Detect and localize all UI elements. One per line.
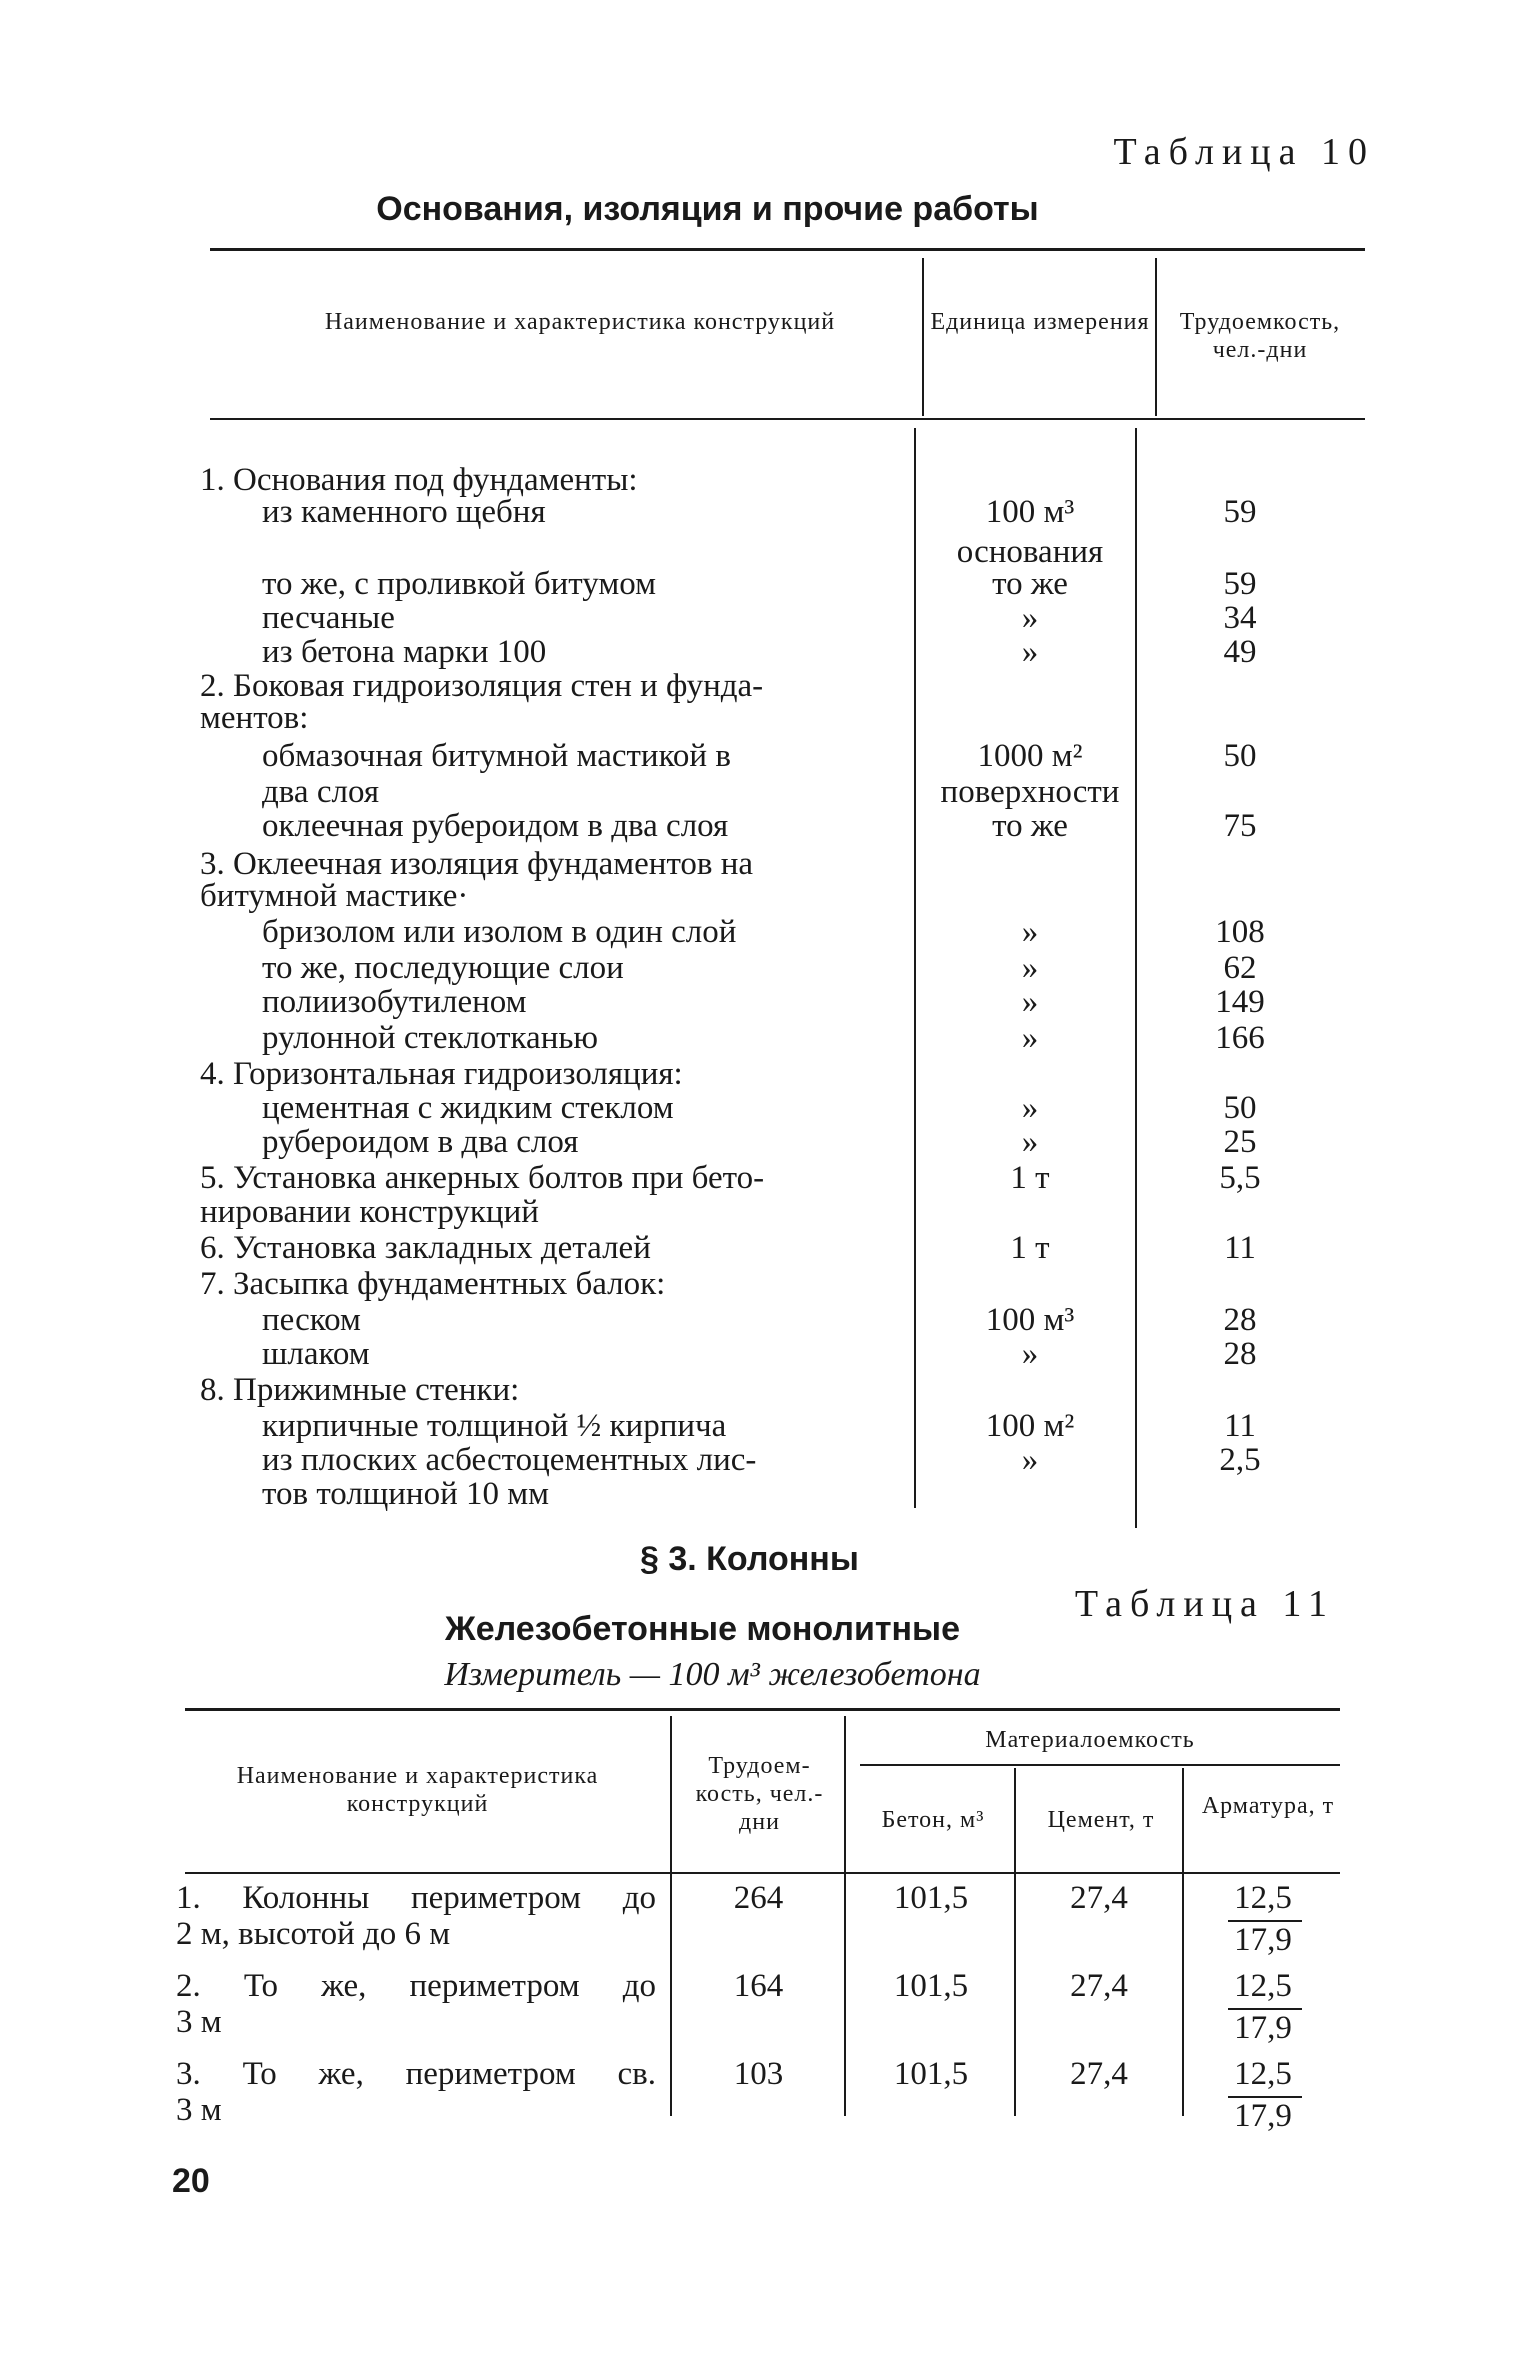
table-10-row-20-unit: 1 т	[1010, 1160, 1050, 1196]
table-11-materials-rule	[860, 1764, 1340, 1766]
table-10-row-15-labor: 149	[1215, 984, 1265, 1020]
table-11-row-2-cement: 27,4	[1070, 2056, 1128, 2092]
table-10-row-9-unit: поверхности	[940, 774, 1120, 810]
table-10-row-18-unit: »	[1021, 1090, 1039, 1126]
table-11-row-2-name-1: 3. То же, периметром св.	[176, 2056, 656, 2092]
table-10-row-10-name: оклеечная рубероидом в два слоя	[262, 808, 729, 844]
table-10-row-20-labor: 5,5	[1219, 1160, 1261, 1196]
table-11-row-0-rebar-top: 12,5	[1234, 1880, 1292, 1916]
table-11-row-0-cement: 27,4	[1070, 1880, 1128, 1916]
table-10-row-2-unit: основания	[956, 534, 1104, 570]
table-10-row-3-labor: 59	[1223, 566, 1257, 602]
table-10-row-1-labor: 59	[1223, 494, 1257, 530]
table-11-divider-2	[844, 1716, 846, 2116]
table-11-label: Таблица 11	[1074, 1583, 1335, 1625]
table-11-row-1-rebar-top: 12,5	[1234, 1968, 1292, 2004]
table-10-row-27-name: кирпичные толщиной ½ кирпича	[262, 1408, 727, 1444]
table-10-row-5-unit: »	[1021, 634, 1039, 670]
table-10-row-14-unit: »	[1021, 950, 1039, 986]
table-11-row-1-name-2: 3 м	[176, 2004, 222, 2040]
table-11-header-concrete: Бетон, м³	[881, 1807, 985, 1833]
table-11-header-rule	[185, 1872, 1340, 1874]
table-10-row-16-labor: 166	[1215, 1020, 1265, 1056]
table-10-row-22-labor: 11	[1224, 1230, 1256, 1266]
table-10-row-27-unit: 100 м²	[985, 1408, 1075, 1444]
table-11-header-materials: Материалоемкость	[985, 1727, 1195, 1753]
table-10-row-21-name: нировании конструкций	[200, 1194, 539, 1230]
table-10-row-4-unit: »	[1021, 600, 1039, 636]
table-11-row-1-name-1: 2. То же, периметром до	[176, 1968, 656, 2004]
table-10-row-1-unit: 100 м³	[985, 494, 1075, 530]
table-10-row-4-labor: 34	[1223, 600, 1257, 636]
table-10-row-27-labor: 11	[1224, 1408, 1256, 1444]
table-10-row-25-labor: 28	[1223, 1336, 1257, 1372]
table-10-row-15-unit: »	[1021, 984, 1039, 1020]
table-10-header-unit: Единица измерения	[930, 309, 1150, 335]
table-11-row-1-cement: 27,4	[1070, 1968, 1128, 2004]
table-10-row-6-name: 2. Боковая гидроизоляция стен и фунда-	[200, 668, 764, 704]
table-10-row-12-name: битумной мастике·	[200, 878, 469, 914]
table-11-subtitle: Измеритель — 100 м³ железобетона	[444, 1656, 981, 1693]
table-11-header-name: Наименование и характеристика конструкций	[236, 1763, 599, 1817]
table-10-row-16-name: рулонной стеклотканью	[262, 1020, 599, 1056]
table-10-row-5-labor: 49	[1223, 634, 1257, 670]
table-11-row-2-labor: 103	[733, 2056, 784, 2092]
table-11-divider-1	[670, 1716, 672, 2116]
table-10-row-20-name: 5. Установка анкерных болтов при бето-	[200, 1160, 765, 1196]
table-10-row-11-name: 3. Оклеечная изоляция фундаментов на	[200, 846, 754, 882]
table-11-row-2-name-2: 3 м	[176, 2092, 222, 2128]
table-10-row-8-unit: 1000 м²	[977, 738, 1083, 774]
table-10-row-16-unit: »	[1021, 1020, 1039, 1056]
table-10-header-divider-2	[1155, 258, 1157, 416]
table-10-row-18-labor: 50	[1223, 1090, 1257, 1126]
table-11-header-rebar: Арматура, т	[1201, 1793, 1335, 1819]
table-10-row-22-name: 6. Установка закладных деталей	[200, 1230, 651, 1266]
table-11-divider-4	[1182, 1768, 1184, 2116]
table-11-title: Железобетонные монолитные	[445, 1610, 960, 1648]
table-10-row-24-name: песком	[262, 1302, 361, 1338]
table-11-row-2-rebar-top: 12,5	[1234, 2056, 1292, 2092]
table-11-header-cement: Цемент, т	[1047, 1807, 1155, 1833]
table-10-row-14-name: то же, последующие слои	[262, 950, 624, 986]
table-10-row-13-unit: »	[1021, 914, 1039, 950]
table-10-row-13-labor: 108	[1215, 914, 1265, 950]
table-10-row-22-unit: 1 т	[1010, 1230, 1050, 1266]
table-10-row-25-unit: »	[1021, 1336, 1039, 1372]
table-10-row-23-name: 7. Засыпка фундаментных балок:	[200, 1266, 666, 1302]
table-10-row-0-name: 1. Основания под фундаменты:	[200, 462, 638, 498]
table-10-row-28-unit: »	[1021, 1442, 1039, 1478]
table-10-row-9-name: два слоя	[262, 774, 379, 810]
table-11-row-1-rebar-bottom: 17,9	[1234, 2010, 1292, 2046]
table-10-row-26-name: 8. Прижимные стенки:	[200, 1372, 520, 1408]
table-10-label: Таблица 10	[1113, 131, 1375, 173]
table-10-row-1-name: из каменного щебня	[262, 494, 546, 530]
table-10-header-labor: Трудоемкость, чел.-дни	[1179, 309, 1341, 363]
table-11-header-labor: Трудоем-кость, чел.-дни	[695, 1753, 824, 1835]
table-10-row-18-name: цементная с жидким стеклом	[262, 1090, 674, 1126]
table-11-row-2-concrete: 101,5	[893, 2056, 969, 2092]
table-10-row-8-labor: 50	[1223, 738, 1257, 774]
table-10-row-28-name: из плоских асбестоцементных лис-	[262, 1442, 757, 1478]
table-11-row-0-name-1: 1. Колонны периметром до	[176, 1880, 656, 1916]
table-11-row-0-name-2: 2 м, высотой до 6 м	[176, 1916, 451, 1952]
section-title: § 3. Колонны	[640, 1540, 859, 1578]
table-10-row-13-name: бризолом или изолом в один слой	[262, 914, 737, 950]
table-10-row-25-name: шлаком	[262, 1336, 370, 1372]
table-10-row-28-labor: 2,5	[1219, 1442, 1261, 1478]
table-10-top-rule	[210, 248, 1365, 251]
table-11-row-0-labor: 264	[733, 1880, 784, 1916]
table-11-row-2-rebar-bottom: 17,9	[1234, 2098, 1292, 2134]
table-10-row-19-unit: »	[1021, 1124, 1039, 1160]
table-10-row-10-unit: то же	[992, 808, 1068, 844]
table-10-title: Основания, изоляция и прочие работы	[376, 190, 1039, 228]
page-number: 20	[172, 2162, 210, 2200]
table-10-row-10-labor: 75	[1223, 808, 1257, 844]
table-10-row-24-unit: 100 м³	[985, 1302, 1075, 1338]
table-11-top-rule	[185, 1708, 1340, 1711]
table-10-header-name: Наименование и характеристика конструкций	[324, 309, 836, 335]
table-10-row-5-name: из бетона марки 100	[262, 634, 547, 670]
table-10-row-4-name: песчаные	[262, 600, 395, 636]
table-11-row-0-rebar-bottom: 17,9	[1234, 1922, 1292, 1958]
table-10-header-rule	[210, 418, 1365, 420]
table-10-row-19-name: рубероидом в два слоя	[262, 1124, 579, 1160]
table-10-header-divider-1	[922, 258, 924, 416]
table-10-row-15-name: полиизобутиленом	[262, 984, 527, 1020]
table-11-divider-3	[1014, 1768, 1016, 2116]
table-10-row-3-name: то же, с проливкой битумом	[262, 566, 656, 602]
table-10-row-17-name: 4. Горизонтальная гидроизоляция:	[200, 1056, 683, 1092]
table-10-row-14-labor: 62	[1223, 950, 1257, 986]
table-10-row-8-name: обмазочная битумной мастикой в	[262, 738, 731, 774]
table-10-row-24-labor: 28	[1223, 1302, 1257, 1338]
table-11-row-1-labor: 164	[733, 1968, 784, 2004]
table-11-row-0-concrete: 101,5	[893, 1880, 969, 1916]
table-10-row-7-name: ментов:	[200, 700, 309, 736]
table-10-body-divider-1	[914, 428, 916, 1508]
table-10-row-29-name: тов толщиной 10 мм	[262, 1476, 549, 1512]
table-11-row-1-concrete: 101,5	[893, 1968, 969, 2004]
table-10-row-3-unit: то же	[992, 566, 1068, 602]
table-10-row-19-labor: 25	[1223, 1124, 1257, 1160]
table-10-body-divider-2	[1135, 428, 1137, 1528]
